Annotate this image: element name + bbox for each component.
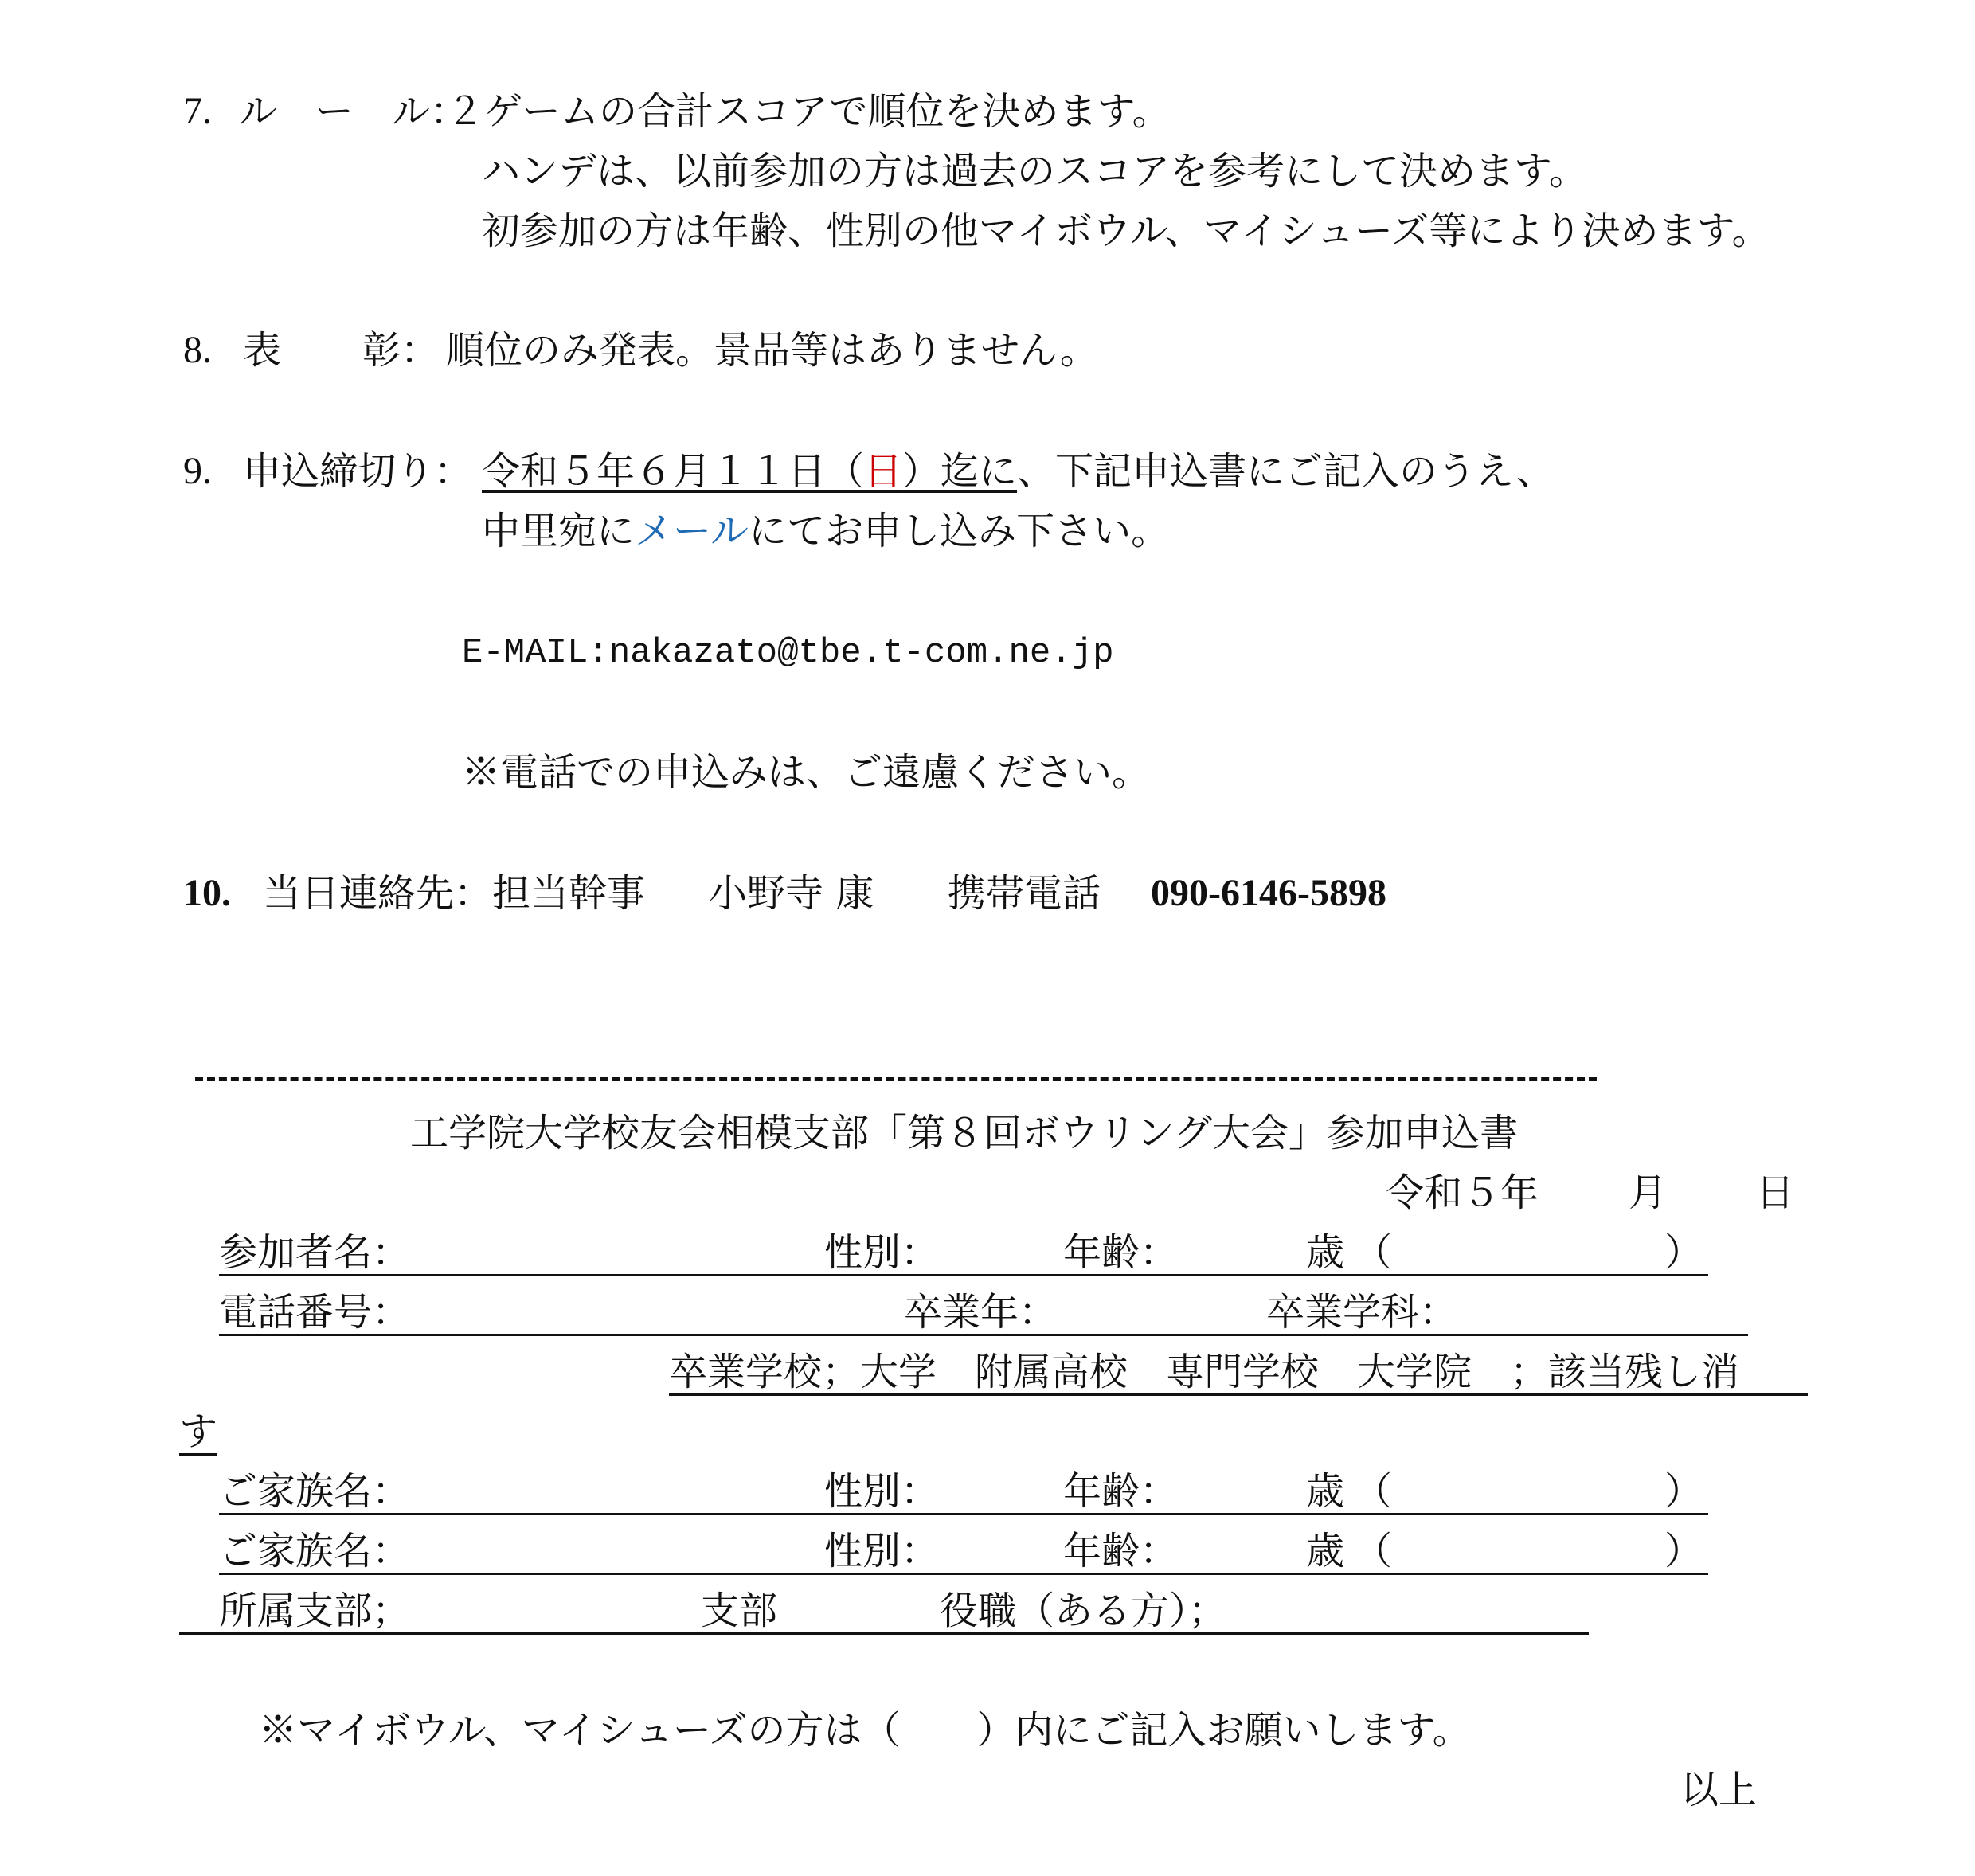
branch-label: 所属支部； xyxy=(219,1589,411,1633)
item-number-9: 9. xyxy=(183,450,212,492)
participant-field-line[interactable] xyxy=(219,1274,1708,1276)
participant-paren-close: ） xyxy=(1664,1230,1703,1275)
branch-unit: 支部 xyxy=(701,1589,778,1633)
school-underline xyxy=(669,1393,1808,1396)
contact-phone-label: 携帯電話 xyxy=(948,871,1101,916)
end-mark: 以上 xyxy=(1680,1768,1758,1812)
deadline-day: 日 xyxy=(864,449,903,494)
family-1-field-line[interactable] xyxy=(219,1513,1708,1515)
school-line: 卒業学校；大学 附属高校 専門学校 大学院 ；該当残し消 xyxy=(669,1350,1740,1394)
family-1-age-label: 年齢： xyxy=(1063,1469,1179,1514)
family-2-sex-label: 性別： xyxy=(824,1529,940,1573)
rule-line-1: ２ゲームの合計スコアで順位を決めます。 xyxy=(446,89,1171,134)
form-date-month: 月 xyxy=(1629,1171,1668,1215)
rule-line-2: ハンデは、以前参加の方は過去のスコアを参考にして決めます。 xyxy=(482,149,1588,193)
mail-word: メール xyxy=(635,509,749,553)
deadline-line-1 xyxy=(482,448,1555,495)
item-number-7: 7. xyxy=(183,90,212,132)
contact-label: 当日連絡先：担当幹事 xyxy=(263,871,646,916)
family-2-paren-open: （ xyxy=(1354,1529,1393,1573)
participant-label: 参加者名： xyxy=(219,1230,411,1275)
deadline-date: 令和５年６月１１日（日）迄に xyxy=(482,449,1018,494)
participant-age-label: 年齢： xyxy=(1063,1230,1179,1275)
family-1-paren-open: （ xyxy=(1354,1469,1393,1514)
form-date-era: 令和５年 xyxy=(1386,1171,1539,1215)
participant-age-unit: 歳 xyxy=(1306,1230,1345,1275)
family-2-paren-close: ） xyxy=(1664,1529,1703,1573)
family-1-age-unit: 歳 xyxy=(1306,1469,1345,1514)
branch-field-line[interactable] xyxy=(179,1632,1589,1635)
grad-year-label: 卒業年： xyxy=(904,1290,1058,1335)
contact-name: 小野寺 康 xyxy=(709,871,874,916)
phone-note: ※電話での申込みは、ご遠慮ください。 xyxy=(462,750,1151,795)
contact-phone: 090-6146-5898 xyxy=(1151,872,1386,914)
family-1-paren-close: ） xyxy=(1664,1469,1703,1514)
family-1-sex-label: 性別： xyxy=(824,1469,940,1514)
school-line-wrap: す xyxy=(179,1409,218,1454)
family-2-age-label: 年齢： xyxy=(1063,1529,1179,1573)
form-title: 工学院大学校友会相模支部「第８回ボウリング大会」参加申込書 xyxy=(410,1111,1519,1155)
rule-line-3: 初参加の方は年齢、性別の他マイボウル、マイシューズ等により決めます。 xyxy=(482,209,1770,253)
school-wrap-underline xyxy=(179,1453,217,1456)
family-2-label: ご家族名： xyxy=(219,1529,411,1573)
rule-label: ル ー ル： xyxy=(239,89,469,134)
email-address[interactable]: E-MAIL:nakazato@tbe.t-com.ne.jp xyxy=(462,633,1114,673)
participant-sex-label: 性別： xyxy=(824,1230,940,1275)
form-note: ※マイボウル、マイシューズの方は（ ）内にご記入お願いします。 xyxy=(259,1708,1471,1753)
deadline-line-2: 中里宛にメールにてお申し込み下さい。 xyxy=(482,509,1170,553)
cut-line xyxy=(195,1077,1597,1081)
form-date-day: 日 xyxy=(1756,1171,1795,1215)
deadline-rest: 、下記申込書にご記入のうえ、 xyxy=(1017,449,1555,494)
award-label-b: 彰： xyxy=(362,328,440,373)
position-label: 役職（ある方）； xyxy=(940,1589,1227,1633)
family-1-label: ご家族名： xyxy=(219,1469,411,1514)
deadline-label: 申込締切り： xyxy=(243,449,473,494)
award-label-a: 表 xyxy=(243,328,282,373)
participant-paren-open: （ xyxy=(1354,1230,1393,1275)
family-2-field-line[interactable] xyxy=(219,1573,1708,1575)
phone-field-line[interactable] xyxy=(219,1334,1748,1336)
grad-dept-label: 卒業学科： xyxy=(1266,1290,1458,1335)
item-number-8: 8. xyxy=(183,329,212,371)
item-number-10: 10. xyxy=(183,872,231,914)
phone-label: 電話番号： xyxy=(219,1290,411,1335)
family-2-age-unit: 歳 xyxy=(1306,1529,1345,1573)
award-text: 順位のみ発表。景品等はありません。 xyxy=(446,328,1098,373)
